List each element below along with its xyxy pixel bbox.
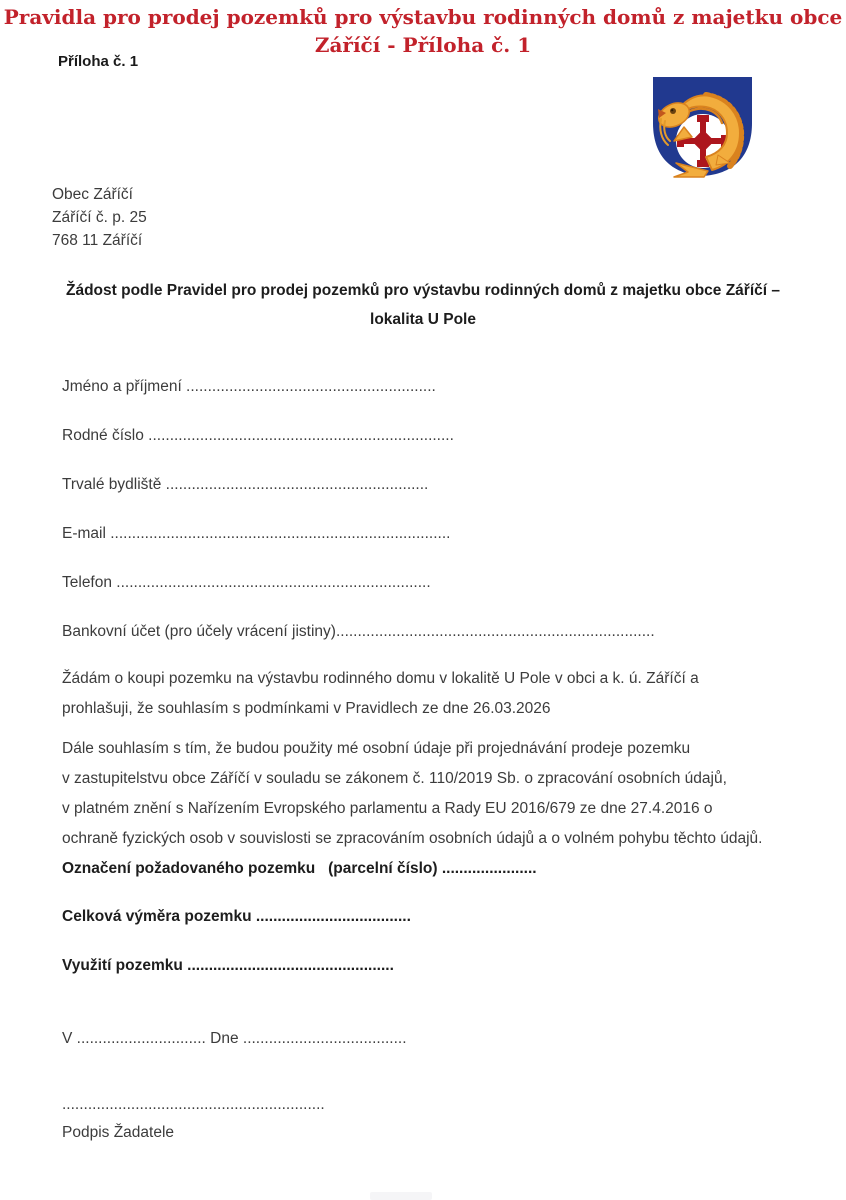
paragraph-line: prohlašuji, že souhlasím s podmínkami v Pravidlech ze dne 26.03.2026 <box>62 700 551 717</box>
paragraph-line: Žádám o koupi pozemku na výstavbu rodinného domu v lokalitě U Pole v obci a k. ú. Záříčí a <box>62 670 699 687</box>
attachment-label: Příloha č. 1 <box>58 53 139 70</box>
field-email: E-mail ............................................................................... <box>62 525 451 542</box>
signature-line: ............................................................. <box>62 1096 325 1113</box>
paragraph-line: v zastupitelstvu obce Záříčí v souladu se zákonem č. 110/2019 Sb. o zpracování osobních údajů, <box>62 770 727 787</box>
field-land-use: Využití pozemku ................................................ <box>62 957 394 974</box>
field-total-area: Celková výměra pozemku .................................... <box>62 908 411 925</box>
request-heading-line1: Žádost podle Pravidel pro prodej pozemků pro výstavbu rodinných domů z majetku obce Záříčí – <box>66 282 780 299</box>
place-date-line: V .............................. Dne ...................................... <box>62 1030 407 1047</box>
document-title-line1: Pravidla pro prodej pozemků pro výstavbu rodinných domů z majetku obce <box>3 5 843 29</box>
field-name-surname: Jméno a příjmení .......................................................... <box>62 378 436 395</box>
paragraph-line: Dále souhlasím s tím, že budou použity mé osobní údaje při projednávání prodeje pozemku <box>62 740 691 757</box>
field-birth-number: Rodné číslo ....................................................................... <box>62 427 454 444</box>
request-heading <box>0 276 846 334</box>
page-bottom-artifact <box>370 1192 432 1200</box>
field-parcel-number: Označení požadovaného pozemku (parcelní číslo) ...................... <box>62 860 537 877</box>
address-line: Záříčí č. p. 25 <box>52 209 147 226</box>
address-line: 768 11 Záříčí <box>52 232 143 249</box>
document-title <box>0 3 846 59</box>
address-line: Obec Záříčí <box>52 186 133 203</box>
request-heading-line2: lokalita U Pole <box>370 311 476 328</box>
field-permanent-address: Trvalé bydliště ............................................................. <box>62 476 429 493</box>
document-title-line2: Záříčí - Příloha č. 1 <box>314 33 532 57</box>
field-bank-account: Bankovní účet (pro účely vrácení jistiny).......................................................................... <box>62 623 655 640</box>
paragraph-line: v platném znění s Nařízením Evropského parlamentu a Rady EU 2016/679 ze dne 27.4.2016 o <box>62 800 713 817</box>
paragraph-gdpr-consent <box>62 734 762 854</box>
field-phone: Telefon ......................................................................... <box>62 574 431 591</box>
sender-address <box>52 183 147 252</box>
paragraph-purchase-declaration <box>62 664 699 724</box>
municipal-crest-icon <box>646 71 759 180</box>
signature-label: Podpis Žadatele <box>62 1124 175 1141</box>
paragraph-line: ochraně fyzických osob v souvislosti se zpracováním osobních údajů a o volném pohybu těchto údajů. <box>62 830 763 847</box>
